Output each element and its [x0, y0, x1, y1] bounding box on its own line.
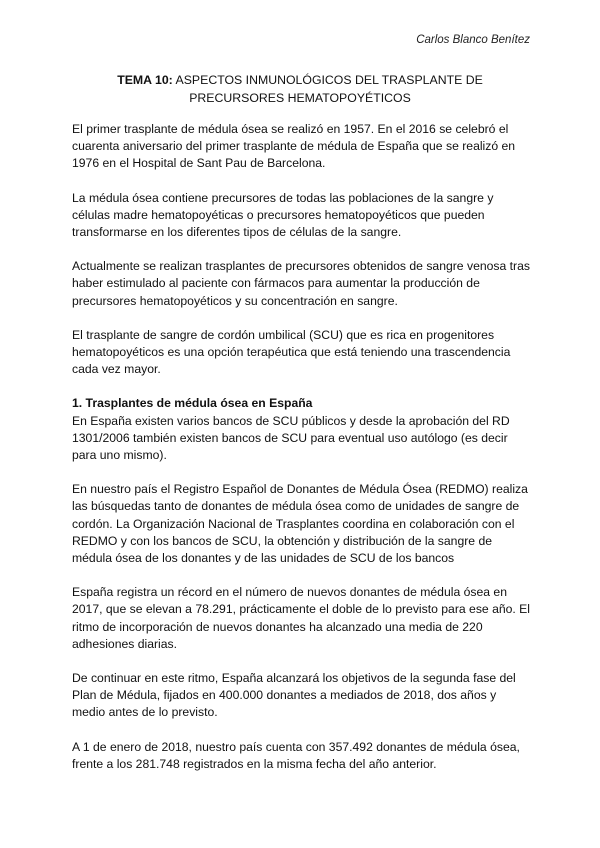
title-line-2: PRECURSORES HEMATOPOYÉTICOS: [189, 91, 411, 105]
paragraph-plan-medula: De continuar en este ritmo, España alcanzará los objetivos de la segunda fase del Plan de Médula, fijados en 400.000 donantes a mediados de 2018, dos años y medio antes de lo previsto.: [72, 671, 516, 720]
paragraph-scu-banks: En España existen varios bancos de SCU públicos y desde la aprobación del RD 1301/2006 también existen bancos de SCU para eventual uso autólogo (es decir para uno mismo).: [72, 413, 510, 463]
paragraph-donor-count: A 1 de enero de 2018, nuestro país cuenta con 357.492 donantes de médula ósea, frente a los 281.748 registrados en la misma fecha del año anterior.: [72, 739, 520, 771]
author-name: Carlos Blanco Benítez: [416, 34, 530, 46]
paragraph-venous-transplant: Actualmente se realizan trasplantes de precursores obtenidos de sangre venosa tras haber estimulado al paciente con fármacos para aumentar la producción de precursores hematopoyéticos y su concentración en sangre.: [72, 259, 530, 308]
document-title: [72, 71, 528, 107]
paragraph-bone-marrow: La médula ósea contiene precursores de todas las poblaciones de la sangre y células madre hematopoyéticas o precursores hematopoyéticos que pueden transformarse en los diferentes tipos de células de la sangre.: [72, 190, 494, 240]
title-line-1: ASPECTOS INMUNOLÓGICOS DEL TRASPLANTE DE: [175, 73, 483, 87]
paragraph-intro-history: El primer trasplante de médula ósea se realizó en 1957. En el 2016 se celebró el cuarenta aniversario del primer trasplante de médula de España que se realizó en 1976 en el Hospital de Sant Pau de Barcelona.: [72, 122, 516, 171]
section-heading: 1. Trasplantes de médula ósea en España: [72, 396, 313, 411]
paragraph-cord-blood: El trasplante de sangre de cordón umbilical (SCU) que es rica en progenitores hematopoyéticos es una opción terapéutica que está teniendo una trascendencia cada vez mayor.: [72, 327, 511, 377]
paragraph-record-donors: España registra un récord en el número de nuevos donantes de médula ósea en 2017, que se elevan a 78.291, prácticamente el doble de lo previsto para ese año. El ritmo de incorporación de nuevos donantes ha alcanzado una media de 220 adhesiones diarias.: [72, 585, 531, 651]
paragraph-redmo: En nuestro país el Registro Español de Donantes de Médula Ósea (REDMO) realiza las búsquedas tanto de donantes de médula ósea como de unidades de sangre de cordón. La Organización Nacional de Trasplantes coordina en colaboración con el REDMO y con los bancos de SCU, la obtención y distribución de la sangre de médula ósea de los donantes y de las unidades de SCU de los bancos: [72, 482, 528, 566]
title-label: TEMA 10:: [117, 73, 173, 87]
document-body: [72, 121, 532, 790]
